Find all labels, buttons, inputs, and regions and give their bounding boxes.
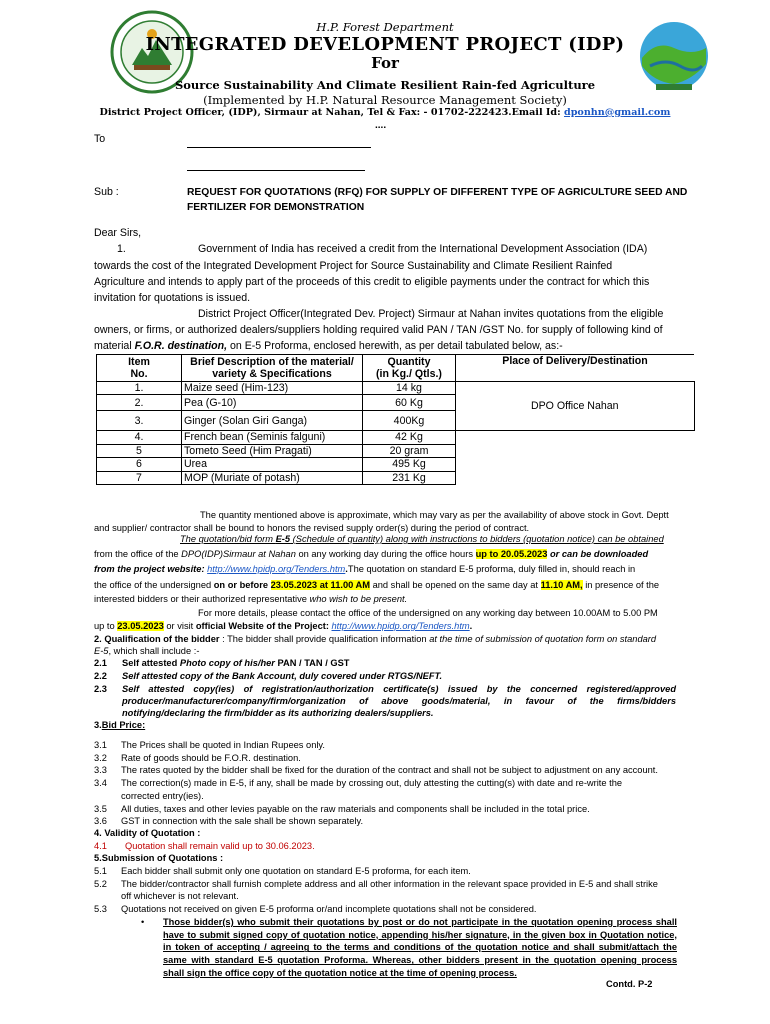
para2-proforma: on E-5 Proforma, enclosed herewith, as per detail tabulated below, as:-	[227, 340, 563, 352]
empty-cell	[456, 431, 695, 485]
item-description: Pea (G-10)	[182, 395, 363, 411]
section-2-line-1	[94, 633, 656, 646]
item-no: 2.	[97, 395, 182, 411]
quantity-note-line-1: The quantity mentioned above is approximate, which may vary as per the availability of above stock in Govt. Deptt	[200, 510, 669, 520]
section-4-heading: 4. Validity of Quotation :	[94, 828, 201, 838]
list-item-text: Each bidder shall submit only one quotation on standard E-5 proforma, for each item.	[121, 866, 471, 876]
photo-copy: Photo copy of his/her	[179, 658, 275, 668]
item-description: MOP (Muriate of potash)	[182, 471, 363, 484]
list-item-text: The correction(s) made in E-5, if any, shall be made by crossing out, duly attesting the cutting(s) with date and re-write the	[121, 778, 623, 789]
item-quantity: 14 kg	[363, 382, 456, 395]
place-of-delivery: DPO Office Nahan	[456, 382, 695, 431]
list-item	[94, 739, 694, 752]
period: .	[345, 564, 348, 574]
items-table	[96, 354, 695, 485]
para2-line-3	[94, 338, 563, 355]
list-item-text: The bidder/contractor shall furnish complete address and all other information in the relevant space provided in E-5 and shall strike	[121, 878, 658, 889]
item-quantity: 400Kg	[363, 411, 456, 431]
form-deadline: up to 20.05.2023	[475, 549, 548, 559]
list-item	[94, 865, 694, 878]
item-no: 1.	[97, 382, 182, 395]
item-4-1-number: 4.1	[94, 841, 107, 851]
bid-form-text: The quotation/bid form	[180, 534, 276, 544]
bid-form-line-5	[94, 593, 407, 606]
para1-line-2: towards the cost of the Integrated Development Project for Source Sustainability and Climate Resilient Rainfed	[94, 260, 613, 272]
list-item-number	[94, 790, 121, 803]
implemented-by: (Implemented by H.P. Natural Resource Management Society)	[203, 93, 567, 107]
more-details-line-2	[94, 620, 472, 633]
subject-line-2: FERTILIZER FOR DEMONSTRATION	[187, 202, 365, 213]
para2-line-1: District Project Officer(Integrated Dev. Project) Sirmaur at Nahan invites quotations from the eligible	[198, 308, 664, 320]
item-quantity: 20 gram	[363, 444, 456, 457]
quantity-note-line-2: and supplier/ contractor shall be bound to honors the revised supply order(s) during the period of contract.	[94, 523, 530, 533]
department-name: H.P. Forest Department	[316, 20, 454, 34]
item-no: 3.	[97, 411, 182, 431]
list-item-text: GST in connection with the sale shall be shown separately.	[121, 816, 364, 827]
address-line-2	[187, 170, 365, 171]
list-item-number: 5.2	[94, 878, 107, 889]
contact-deadline: 23.05.2023	[117, 621, 164, 631]
item-quantity: 231 Kg	[363, 471, 456, 484]
self-attested: Self attested	[122, 658, 180, 668]
item-2-1-number: 2.1	[94, 658, 107, 668]
section-2-text-italic: at the time of submission of quotation form on standard	[429, 634, 657, 644]
item-2-2: Self attested copy of the Bank Account, duly covered under RTGS/NEFT.	[122, 671, 443, 681]
wish-to-be-present: who wish to be present.	[309, 594, 408, 604]
bullet: •	[141, 917, 145, 927]
tenders-link[interactable]: http://www.hpidp.org/Tenders.htm	[207, 564, 346, 574]
or-visit: or visit	[163, 621, 196, 631]
item-4-1: Quotation shall remain valid up to 30.06.2023.	[125, 841, 315, 851]
bullet-line: same with standard E-5 quotation Proforma. Whereas, other bidders present in the quotation opening process	[163, 955, 677, 966]
item-description: Tometo Seed (Him Pragati)	[182, 444, 363, 457]
item-2-3-line-3: notifying/declaring the firm/bidder as its authorizing dealers/suppliers.	[122, 708, 434, 718]
undersigned-office: the office of the undersigned	[94, 580, 214, 590]
section-3-heading	[94, 719, 145, 732]
para2-line-2: owners, or firms, or authorized dealers/suppliers holding required valid PAN / TAN /GST No. for supply of following kind of	[94, 324, 663, 336]
continued-label: Contd. P-2	[606, 979, 653, 989]
list-item-number	[94, 890, 121, 903]
address-line-1	[187, 147, 371, 148]
pan-tan-gst: PAN / TAN / GST	[274, 658, 350, 668]
salutation: Dear Sirs,	[94, 227, 142, 239]
list-item-text: The rates quoted by the bidder shall be fixed for the duration of the contract and shall not be subject to adjustment on any account.	[121, 765, 658, 776]
item-2-3-line-1: Self attested copy(ies) of registration/authorization certificate(s) issued by the concerned registered/approved	[122, 684, 676, 694]
project-title: INTEGRATED DEVELOPMENT PROJECT (IDP)	[145, 34, 625, 55]
website-label: from the project website:	[94, 564, 208, 574]
office-line	[0, 107, 770, 118]
for-label: For	[371, 54, 399, 72]
presence-text: in presence of the	[582, 580, 660, 590]
bullet-line: in token of accepting / agreeing to the terms and conditions of the quotation notice and shall submit/attach the	[163, 942, 677, 953]
list-item-number: 3.1	[94, 740, 107, 750]
opening-text: and shall be opened on the same day at	[370, 580, 541, 590]
bullet-text	[163, 916, 677, 980]
include-text: , which shall include :-	[108, 646, 200, 656]
item-2-1	[122, 657, 349, 670]
opening-time: 11.10 AM,	[540, 580, 583, 590]
header-place: Place of Delivery/Destination	[456, 355, 695, 382]
bid-form-line-3	[94, 563, 635, 576]
list-item-text: off whichever is not relevant.	[121, 891, 239, 902]
item-description: French bean (Seminis falguni)	[182, 431, 363, 444]
list-item-number: 5.3	[94, 904, 107, 915]
item-quantity: 60 Kg	[363, 395, 456, 411]
bid-price-heading: Bid Price:	[101, 720, 146, 730]
item-description: Maize seed (Him-123)	[182, 382, 363, 395]
quotation-reach: The quotation on standard E-5 proforma, duly filled in, should reach in	[347, 564, 636, 574]
section-5-heading: 5.Submission of Quotations :	[94, 853, 224, 863]
item-no: 5	[97, 444, 182, 457]
section-5-list	[94, 865, 694, 916]
section-2-line-2	[94, 645, 199, 658]
table-row	[97, 382, 695, 395]
list-item	[94, 790, 694, 803]
table-row	[97, 431, 695, 444]
list-item-number: 3.4	[94, 778, 107, 789]
on-or-before: on or before	[213, 580, 271, 590]
item-2-2-number: 2.2	[94, 671, 107, 681]
list-item-number: 3.5	[94, 803, 107, 814]
for-destination: F.O.R. destination,	[134, 340, 228, 352]
bid-form-office: from the office of the	[94, 549, 182, 559]
para1-number: 1.	[117, 243, 126, 255]
item-description: Urea	[182, 458, 363, 471]
list-item-text: All duties, taxes and other levies payable on the raw materials and components shall be included in the total price.	[121, 803, 590, 814]
list-item	[94, 777, 694, 790]
bid-form-text-2: (Schedule of quantity) along with instructions to bidders (quotation notice) can be obtained	[290, 534, 664, 544]
bullet-line: Those bidder(s) who submit their quotations by post or do not participate in the quotation opening process shall	[163, 917, 677, 927]
office-contact: District Project Officer, (IDP), Sirmaur at Nahan, Tel & Fax: - 01702-222423.Email Id:	[99, 107, 561, 118]
section-2-text: : The bidder shall provide qualification information	[219, 634, 430, 644]
tenders-link-2[interactable]: http://www.hpidp.org/Tenders.htm	[331, 621, 470, 631]
list-item-text: corrected entry(ies).	[121, 790, 204, 801]
para1-line-3: Agriculture and intends to apply part of the proceeds of this credit to eligible payments under the contract for which this	[94, 276, 650, 288]
list-item-number: 3.2	[94, 752, 107, 763]
bullet-line: shall sign the office copy of the quotation notice at the time of opening process.	[163, 967, 517, 978]
table-header-row	[97, 355, 695, 382]
email-link[interactable]: dponhn@gmail.com	[564, 107, 671, 118]
item-no: 7	[97, 471, 182, 484]
to-label: To	[94, 133, 106, 145]
list-item-number: 3.3	[94, 765, 107, 776]
submission-deadline: 23.05.2023 at 11.00 AM	[270, 580, 370, 590]
dots: ....	[375, 120, 387, 131]
subject-line-1: REQUEST FOR QUOTATIONS (RFQ) FOR SUPPLY OF DIFFERENT TYPE OF AGRICULTURE SEED AND	[187, 187, 688, 198]
item-quantity: 495 Kg	[363, 458, 456, 471]
list-item-number: 5.1	[94, 866, 107, 876]
form-e5: E-5	[275, 534, 291, 544]
header-quantity: Quantity (in Kg./ Qtls.)	[363, 355, 456, 382]
list-item-text: Rate of goods should be F.O.R. destination.	[121, 752, 301, 763]
bid-form-line-1	[180, 533, 664, 546]
item-quantity: 42 Kg	[363, 431, 456, 444]
project-subtitle: Source Sustainability And Climate Resilient Rain-fed Agriculture	[174, 78, 596, 92]
section-3-list	[94, 739, 694, 828]
dpo-office: DPO(IDP)Sirmaur at Nahan	[181, 549, 296, 559]
bid-form-line-2	[94, 548, 648, 561]
item-no: 4.	[97, 431, 182, 444]
item-no: 6	[97, 458, 182, 471]
download-text: or can be downloaded	[547, 549, 649, 559]
para1-line-4: invitation for quotations is issued.	[94, 292, 251, 304]
list-item-number: 3.6	[94, 816, 107, 827]
item-2-3-line-2: producer/manufacturer/company/firm/organization of above goods/material, in favour of the firms/bidders	[122, 696, 676, 706]
para2-material: material	[94, 340, 135, 352]
header-description: Brief Description of the material/ variety & Specifications	[182, 355, 363, 382]
list-item-text: Quotations not received on given E-5 proforma or/and incomplete quotations shall not be considered.	[121, 904, 537, 915]
list-item	[94, 903, 694, 916]
website-label-2: official Website of the Project:	[195, 621, 332, 631]
list-item	[94, 890, 694, 903]
period-2: .	[469, 621, 473, 631]
para1-line-1: Government of India has received a credit from the International Development Association (IDA)	[198, 243, 648, 255]
section-2-heading: 2. Qualification of the bidder	[94, 634, 220, 644]
list-item	[94, 803, 694, 816]
e5-ref: E-5	[94, 646, 109, 656]
list-item	[94, 764, 694, 777]
representative-text: interested bidders or their authorized representative	[94, 594, 310, 604]
list-item-text: The Prices shall be quoted in Indian Rupees only.	[121, 740, 325, 750]
item-2-3-number: 2.3	[94, 684, 107, 694]
more-details-line-1: For more details, please contact the office of the undersigned on any working day between 10.00AM to 5.00 PM	[198, 608, 658, 618]
office-hours: on any working day during the office hours	[295, 549, 476, 559]
list-item	[94, 752, 694, 765]
bid-form-line-4	[94, 579, 659, 592]
up-to: up to	[94, 621, 118, 631]
section-3-number: 3.	[94, 720, 102, 730]
item-description: Ginger (Solan Giri Ganga)	[182, 411, 363, 431]
bullet-line: have to submit signed copy of quotation notice, appending his/her signature, in the given box in Quotation notice,	[163, 929, 677, 940]
sub-label: Sub :	[94, 186, 119, 198]
list-item	[94, 878, 694, 891]
header-item: Item No.	[97, 355, 182, 382]
